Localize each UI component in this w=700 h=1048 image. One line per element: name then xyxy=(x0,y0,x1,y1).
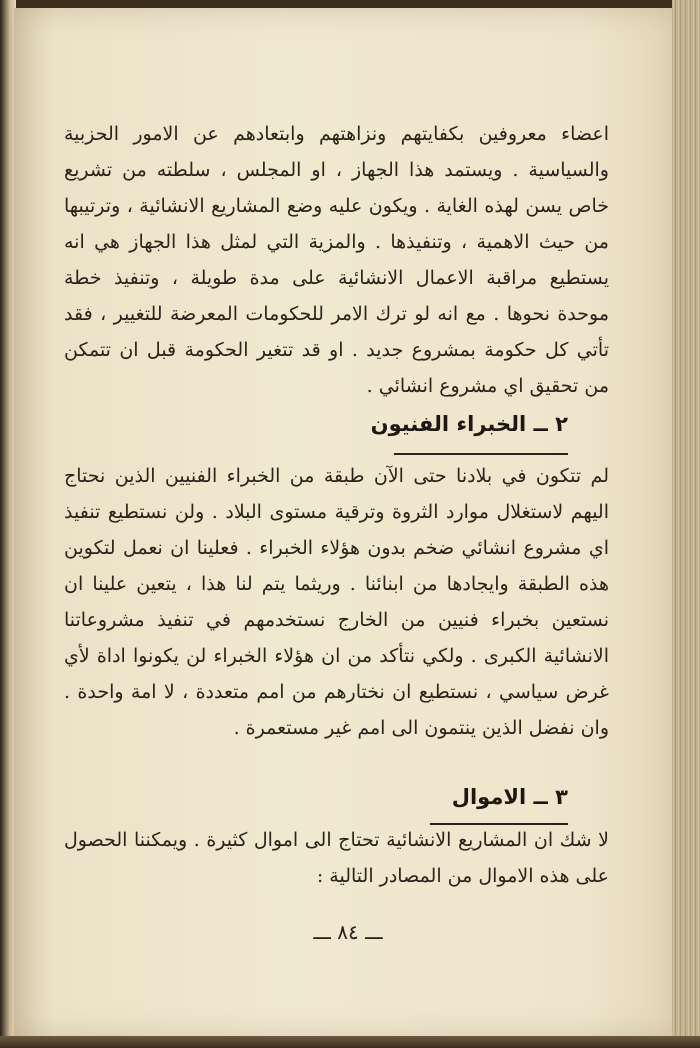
paragraph-3: لا شك ان المشاريع الانشائية تحتاج الى اموال كثيرة . ويمكننا الحصول على هذه الاموال من المصادر التالية : xyxy=(64,829,609,887)
paragraph-2: لم تتكون في بلادنا حتى الآن طبقة من الخبراء الفنيين الذين نحتاج اليهم لاستغلال موارد الثروة وترقية مستوى البلاد . ولن نستطيع تنفيذ اي مشروع انشائي ضخم بدون هؤلاء الخبراء . فعلينا ان نعمل لتكوين هذه الطبقة وايجادها من ابنائنا . وريثما يتم لنا هذا ، يتعين علينا ان نستعين بخبراء فنيين من الخارج نستخدمهم في تنفيذ مشروعاتنا الانشائية الكبرى . ولكي نتأكد من ان هؤلاء الخبراء لن يكونوا اداة لأي غرض سياسي ، نستطيع ان نختارهم من امم متعددة ، لا امة واحدة . وان نفضل الذين ينتمون الى امم غير مستعمرة . xyxy=(64,465,609,739)
book-bottom-edge xyxy=(0,1036,700,1048)
heading-underline xyxy=(394,453,568,455)
page-stack-edge xyxy=(672,0,700,1048)
book-page xyxy=(14,8,682,1038)
section-heading-experts: ٢ ــ الخبراء الفنيون xyxy=(370,412,568,436)
section-heading-funds: ٣ ــ الاموال xyxy=(451,785,568,809)
page-number: ـــ ٨٤ ـــ xyxy=(313,920,383,944)
paragraph-1: اعضاء معروفين بكفايتهم ونزاهتهم وابتعادهم عن الامور الحزبية والسياسية . ويستمد هذا الجهاز ، او المجلس ، سلطته من تشريع خاص يسن لهذه الغاية . ويكون عليه وضع المشاريع الانشائية ، وترتيبها من حيث الاهمية ، وتنفيذها . والمزية التي لمثل هذا الجهاز هي انه يستطيع مراقبة الاعمال الانشائية على مدة طويلة ، وتنفيذ خطة موحدة نحوها . مع انه لو ترك الامر للحكومات المعرضة للتغيير ، فقد تأتي كل حكومة بمشروع جديد . او قد تتغير الحكومة قبل ان تتمكن من تحقيق اي مشروع انشائي . xyxy=(64,123,609,397)
